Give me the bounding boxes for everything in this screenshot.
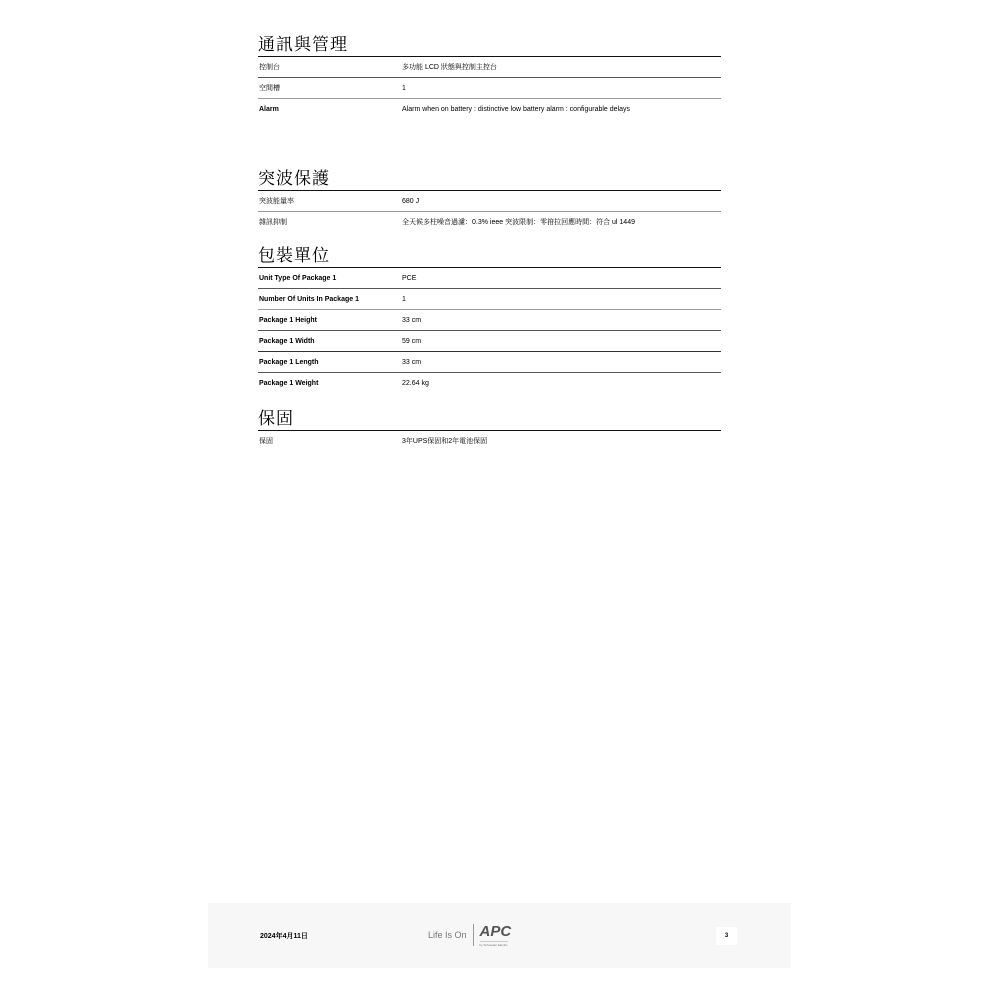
spec-key: 控制台 [259,64,280,71]
table-row [258,309,721,330]
apc-wordmark: APC [479,922,512,940]
spec-key: Unit Type Of Package 1 [259,274,337,282]
spec-key: 突波能量率 [259,198,294,205]
section-title: 突波保護 [258,169,330,189]
spec-value: 33 cm [402,358,422,366]
section-title: 通訊與管理 [258,35,348,55]
section-communications-management [258,34,721,119]
section-surge-protection [258,168,721,232]
spec-key: 保固 [259,438,273,445]
table-row [258,431,721,451]
spec-key: 空間槽 [259,85,280,92]
spec-key: Package 1 Height [259,316,317,324]
spec-value: 680 J [402,197,420,205]
table-row [258,330,721,351]
spec-value: 1 [402,295,406,303]
page-footer [208,903,791,968]
spec-value: Alarm when on battery : distinctive low battery alarm : configurable delays [402,105,630,113]
spec-table [258,430,721,451]
spec-key: Alarm [259,105,279,113]
section-packaging-units [258,245,721,393]
footer-date: 2024年4月11日 [260,933,308,940]
spec-value: 59 cm [402,337,422,345]
spec-value: 多功能 LCD 狀態與控制主控台 [402,64,497,71]
table-row [258,57,721,77]
table-row [258,268,721,288]
table-row [258,288,721,309]
table-row [258,98,721,119]
spec-key: 雜訊抑制 [259,219,287,226]
spec-value: 全天候多柱噪音過濾：0.3% ieee 突波限制：零箝拉回應時間：符合 ul 1449 [402,219,635,226]
brand-logo [428,923,511,947]
spec-key: Number Of Units In Package 1 [259,295,359,303]
page-number: 3 [716,927,737,945]
spec-table [258,267,721,393]
spec-table [258,190,721,232]
section-title: 保固 [258,409,294,429]
schneider-subtitle: by Schneider Electric [479,942,508,947]
spec-table [258,56,721,119]
table-row [258,351,721,372]
spec-value: 22.64 kg [402,379,429,387]
spec-value: 3年UPS保固和2年電池保固 [402,438,488,445]
spec-value: 33 cm [402,316,422,324]
section-title: 包裝單位 [258,246,330,266]
life-is-on-slogan: Life Is On [428,930,467,940]
spec-value: 1 [402,84,406,92]
table-row [258,372,721,393]
logo-divider [473,924,474,946]
apc-logo [480,924,512,947]
spec-key: Package 1 Width [259,337,315,345]
spec-value: PCE [402,274,417,282]
table-row [258,77,721,98]
table-row [258,191,721,211]
section-warranty [258,408,721,451]
spec-key: Package 1 Weight [259,379,319,387]
spec-key: Package 1 Length [259,358,319,366]
table-row [258,211,721,232]
